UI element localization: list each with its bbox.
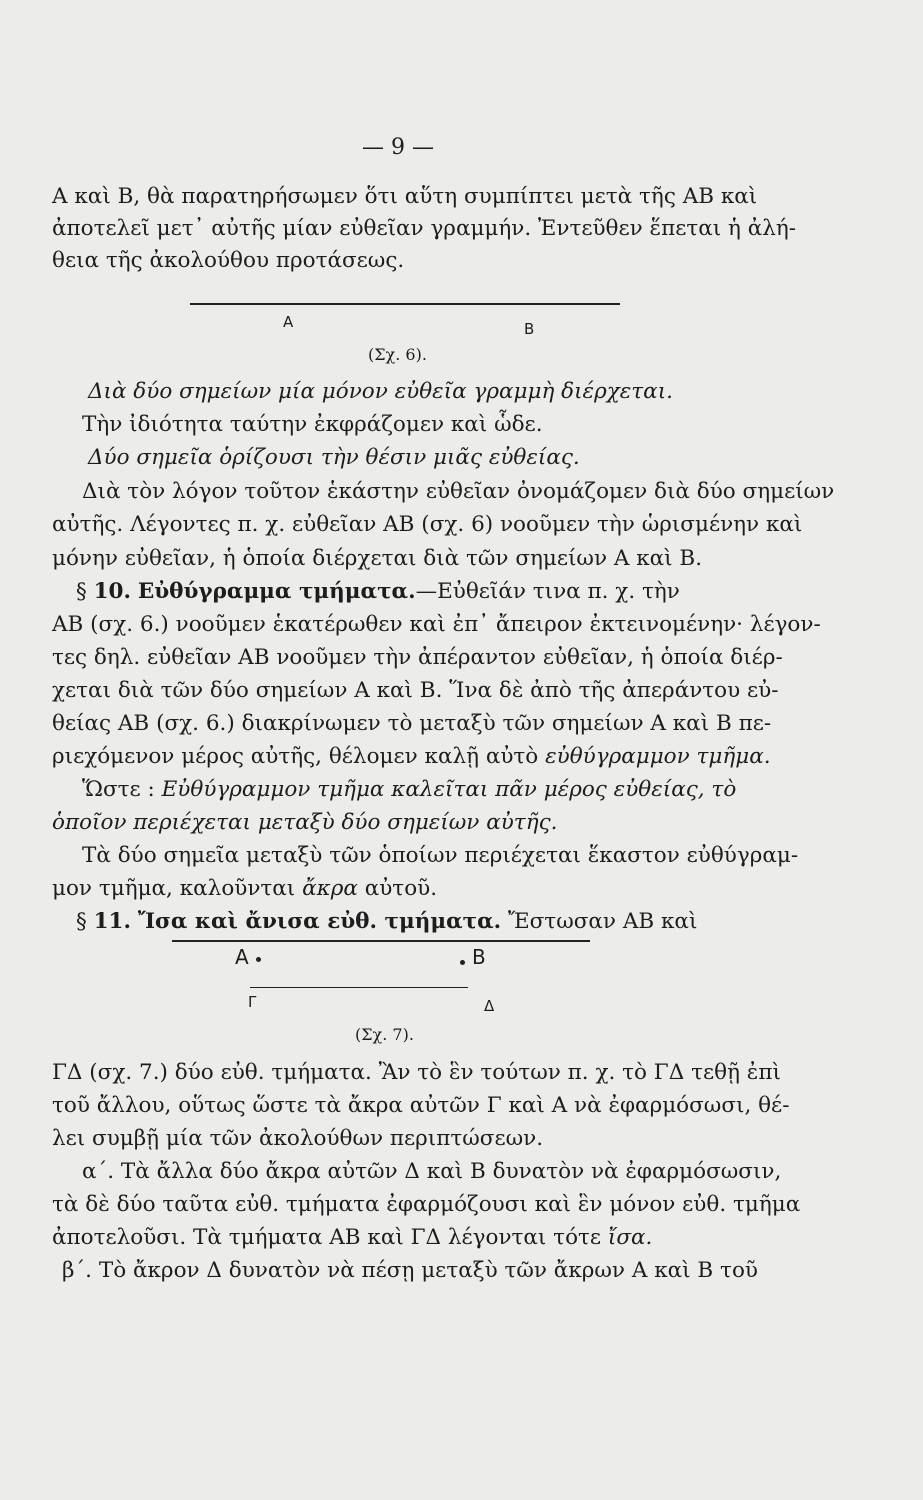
text-line: τὰ δὲ δύο ταῦτα εὐθ. τμήματα ἐφαρμόζουσι καὶ ἓν μόνον εὐθ. τμῆμα — [52, 1192, 801, 1217]
label-point-d: Δ — [484, 997, 495, 1015]
segment-ab — [172, 940, 590, 942]
text-line: Α καὶ Β, θὰ παρατηρήσωμεν ὅτι αὕτη συμπίπτει μετὰ τῆς ΑΒ καὶ — [52, 184, 758, 209]
segment-gd — [250, 987, 468, 988]
text-line: τες δηλ. εὐθεῖαν ΑΒ νοοῦμεν τὴν ἀπέραντον εὐθεῖαν, ἡ ὁποία διέρ- — [52, 645, 783, 670]
text-line: Διὰ τὸν λόγον τοῦτον ἑκάστην εὐθεῖαν ὀνομάζομεν διὰ δύο σημείων — [82, 479, 835, 504]
text-line: αὐτῆς. Λέγοντες π. χ. εὐθεῖαν ΑΒ (σχ. 6) νοοῦμεν τὴν ὡρισμένην καὶ — [52, 512, 803, 537]
term-italic: εὐθύγραμμον τμῆμα. — [545, 744, 771, 769]
text-line: β΄. Τὸ ἄκρον Δ δυνατὸν νὰ πέσῃ μεταξὺ τῶν ἄκρων Α καὶ Β τοῦ — [62, 1258, 758, 1283]
point-b-marker — [460, 960, 465, 965]
text-line: τοῦ ἄλλου, οὕτως ὥστε τὰ ἄκρα αὐτῶν Γ καὶ Α νὰ ἐφαρμόσωσι, θέ- — [52, 1093, 790, 1118]
theorem-line: Διὰ δύο σημείων μία μόνον εὐθεῖα γραμμὴ διέρχεται. — [88, 379, 673, 404]
text-line: Τὰ δύο σημεῖα μεταξὺ τῶν ὁποίων περιέχεται ἕκαστον εὐθύγραμ- — [82, 843, 799, 868]
section-text: Ἔστωσαν ΑΒ καὶ — [507, 909, 698, 934]
text-line — [52, 746, 771, 768]
section-sign: § — [76, 909, 87, 934]
label-point-b: Β — [472, 945, 486, 969]
section-10-heading-line — [76, 581, 680, 603]
definition-italic: Εὐθύγραμμον τμῆμα καλεῖται πᾶν μέρος εὐθείας, τὸ — [161, 777, 737, 802]
text-span: Ὥστε : — [82, 777, 155, 802]
text-line: μόνην εὐθεῖαν, ἡ ὁποία διέρχεται διὰ τῶν σημείων Α καὶ Β. — [52, 546, 703, 571]
text-line — [52, 878, 437, 900]
text-line: α΄. Τὰ ἄλλα δύο ἄκρα αὐτῶν Δ καὶ Β δυνατὸν νὰ ἐφαρμόσωσιν, — [82, 1159, 782, 1184]
theorem-line: Δύο σημεῖα ὁρίζουσι τὴν θέσιν μιᾶς εὐθείας. — [88, 445, 580, 470]
text-line: θείας ΑΒ (σχ. 6.) διακρίνωμεν τὸ μεταξὺ τῶν σημείων Α καὶ Β πε- — [52, 711, 772, 736]
section-title: Εὐθύγραμμα τμήματα. — [137, 579, 416, 604]
page-number: — 9 — — [362, 135, 434, 160]
point-a-marker — [256, 957, 261, 962]
text-line: ΑΒ (σχ. 6.) νοοῦμεν ἑκατέρωθεν καὶ ἐπ᾽ ἄπειρον ἐκτεινομένην· λέγον- — [52, 612, 821, 637]
label-point-g: Γ — [248, 993, 257, 1011]
text-span: μον τμῆμα, καλοῦνται — [52, 876, 296, 901]
text-line: λει συμβῇ μία τῶν ἀκολούθων περιπτώσεων. — [52, 1126, 544, 1151]
text-span: ριεχόμενον μέρος αὐτῆς, θέλομεν καλῇ αὐτὸ — [52, 744, 539, 769]
label-point-b: Β — [524, 320, 535, 338]
text-line: ἀποτελεῖ μετ᾽ αὐτῆς μίαν εὐθεῖαν γραμμήν. Ἐντεῦθεν ἕπεται ἡ ἀλή- — [52, 216, 797, 241]
figure-caption: (Σχ. 7). — [355, 1025, 414, 1044]
figure-caption: (Σχ. 6). — [368, 345, 427, 364]
label-point-a: Α — [283, 313, 294, 331]
section-sign: § — [76, 579, 87, 604]
section-title: Ἴσα καὶ ἄνισα εὐθ. τμήματα. — [137, 909, 502, 934]
text-line: θεια τῆς ἀκολούθου προτάσεως. — [52, 248, 405, 273]
text-line: Τὴν ἰδιότητα ταύτην ἐκφράζομεν καὶ ὧδε. — [82, 412, 543, 437]
text-line: ΓΔ (σχ. 7.) δύο εὐθ. τμήματα. Ἂν τὸ ἓν τούτων π. χ. τὸ ΓΔ τεθῇ ἐπὶ — [52, 1060, 781, 1085]
term-italic: ἄκρα — [302, 876, 358, 901]
label-point-a: Α — [235, 945, 249, 969]
term-italic: ἴσα. — [607, 1225, 653, 1250]
definition-line: ὁποῖον περιέχεται μεταξὺ δύο σημείων αὐτῆς. — [52, 810, 558, 835]
definition-line — [82, 779, 736, 801]
section-number: 10. — [93, 579, 131, 604]
line-ab — [190, 303, 620, 305]
section-text: —Εὐθεῖάν τινα π. χ. τὴν — [415, 579, 680, 604]
text-span: αὐτοῦ. — [364, 876, 438, 901]
section-number: 11. — [93, 909, 131, 934]
text-span: ἀποτελοῦσι. Τὰ τμήματα ΑΒ καὶ ΓΔ λέγονται τότε — [52, 1225, 602, 1250]
section-11-heading-line — [76, 911, 697, 933]
text-line: χεται διὰ τῶν δύο σημείων Α καὶ Β. Ἵνα δὲ ἀπὸ τῆς ἀπεράντου εὐ- — [52, 678, 779, 703]
text-line — [52, 1227, 652, 1249]
